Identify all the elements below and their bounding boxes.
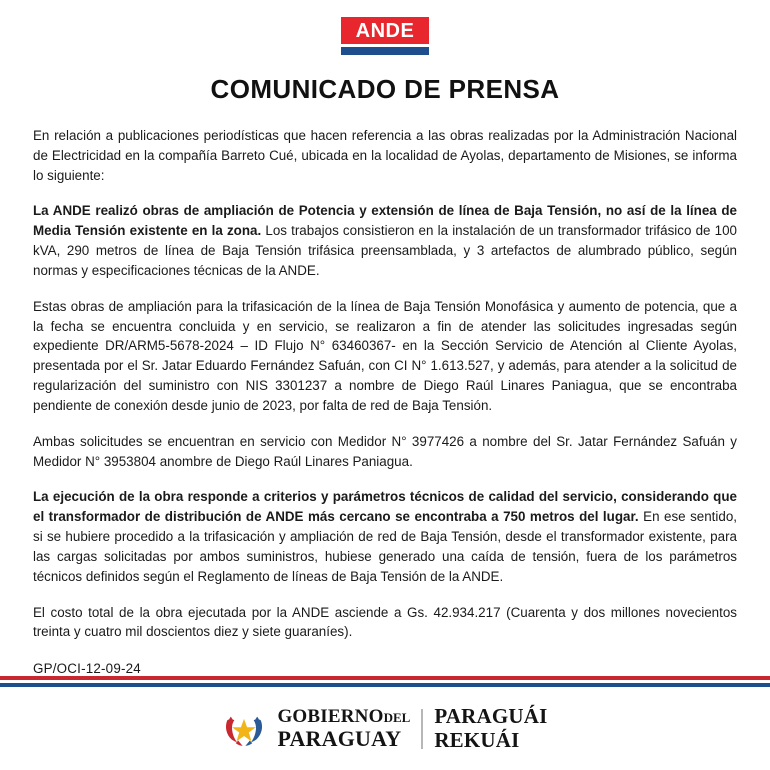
page-title: COMUNICADO DE PRENSA	[210, 74, 560, 104]
wordmark-paraguay: PARAGUAY	[277, 726, 402, 752]
run-text: El costo total de la obra ejecutada por la ANDE asciende a Gs. 42.934.217 (Cuarenta y dos millones novecientos treinta y cuatro mil doscientos diez y siete guaraníes).	[33, 604, 737, 640]
paragraph-intro	[33, 126, 737, 185]
paragraph-criterios	[33, 487, 737, 586]
ande-logo-text: ANDE	[341, 17, 429, 44]
paragraph-costo	[33, 603, 737, 643]
gobierno-paraguay-logo	[222, 706, 547, 751]
wordmark-guarani	[434, 706, 547, 751]
paragraph-medidores	[33, 432, 737, 472]
ande-logo	[341, 17, 429, 55]
run-text: En ese sentido, si se hubiere procedido a la trifasicación y ampliación de red de Baja Tensión, desde el transformador existente, para las cargas solicitadas por ambos suministros, hubiese generado una caída de tensión, fuera de los parámetros técnicos definidos según el Reglamento de líneas de Baja Tensión de la ANDE.	[33, 509, 737, 584]
document-body	[0, 126, 770, 676]
gobierno-paraguay-wordmark	[277, 706, 547, 751]
paraguay-coat-of-arms-icon	[222, 707, 266, 751]
run-text-bold: La ANDE realizó obras de ampliación de Potencia y extensión de línea de Baja Tensión, no así de la línea de Media Tensión existente en la zona.	[33, 203, 737, 239]
run-text: Ambas solicitudes se encuentran en servicio con Medidor N° 3977426 a nombre del Sr. Jatar Fernández Safuán y Medidor N° 3953804 anombre de Diego Raúl Linares Paniagua.	[33, 433, 737, 469]
wordmark-line-gobierno-del	[277, 707, 410, 726]
wordmark-gobierno: GOBIERNO	[277, 706, 384, 728]
wordmark-paraguai: PARAGUÁI	[434, 704, 548, 729]
paragraph-solicitudes	[33, 297, 737, 416]
run-text: Los trabajos consistieron en la instalación de un transformador trifásico de 100 kVA, 290 metros de línea de Baja Tensión trifásica preensamblada, y 3 artefactos de alumbrado público, según normas y especificaciones técnicas de la ANDE.	[33, 223, 737, 278]
wordmark-spanish	[277, 707, 410, 750]
run-text: En relación a publicaciones periodísticas que hacen referencia a las obras realizadas por la Administración Nacional de Electricidad en la compañía Barreto Cué, ubicada en la localidad de Ayolas, departamento de Misiones, se informa lo siguiente:	[33, 128, 737, 183]
document-header	[0, 0, 770, 55]
wordmark-del: DEL	[383, 710, 411, 726]
reference-code: GP/OCI-12-09-24	[33, 661, 141, 677]
footer-divider	[0, 676, 770, 687]
wordmark-rekuai: REKUÁI	[434, 728, 520, 753]
paragraph-obras	[33, 201, 737, 280]
run-text-bold: La ejecución de la obra responde a criterios y parámetros técnicos de calidad del servicio, considerando que el transformador de distribución de ANDE más cercano se encontraba a 750 metros del lugar.	[33, 489, 737, 525]
wordmark-separator	[421, 709, 423, 749]
run-text: Estas obras de ampliación para la trifasicación de la línea de Baja Tensión Monofásica y aumento de potencia, que a la fecha se encuentra concluida y en servicio, se realizaron a fin de atender las solicitudes ingresadas según expediente DR/ARM5-5678-2024 – ID Flujo N° 63460367- en la Sección Servicio de Atención al Cliente Ayolas, presentada por el Sr. Jatar Eduardo Fernández Safuán, con CI N° 1.613.527, y además, para atender a la solicitud de regularización del suministro con NIS 3301237 a nombre de Diego Raúl Linares Paniagua, que se encontraba pendiente de conexión desde junio de 2023, por falta de red de Baja Tensión.	[33, 298, 737, 413]
document-footer	[0, 687, 770, 770]
ande-logo-blue-bar	[341, 47, 429, 55]
